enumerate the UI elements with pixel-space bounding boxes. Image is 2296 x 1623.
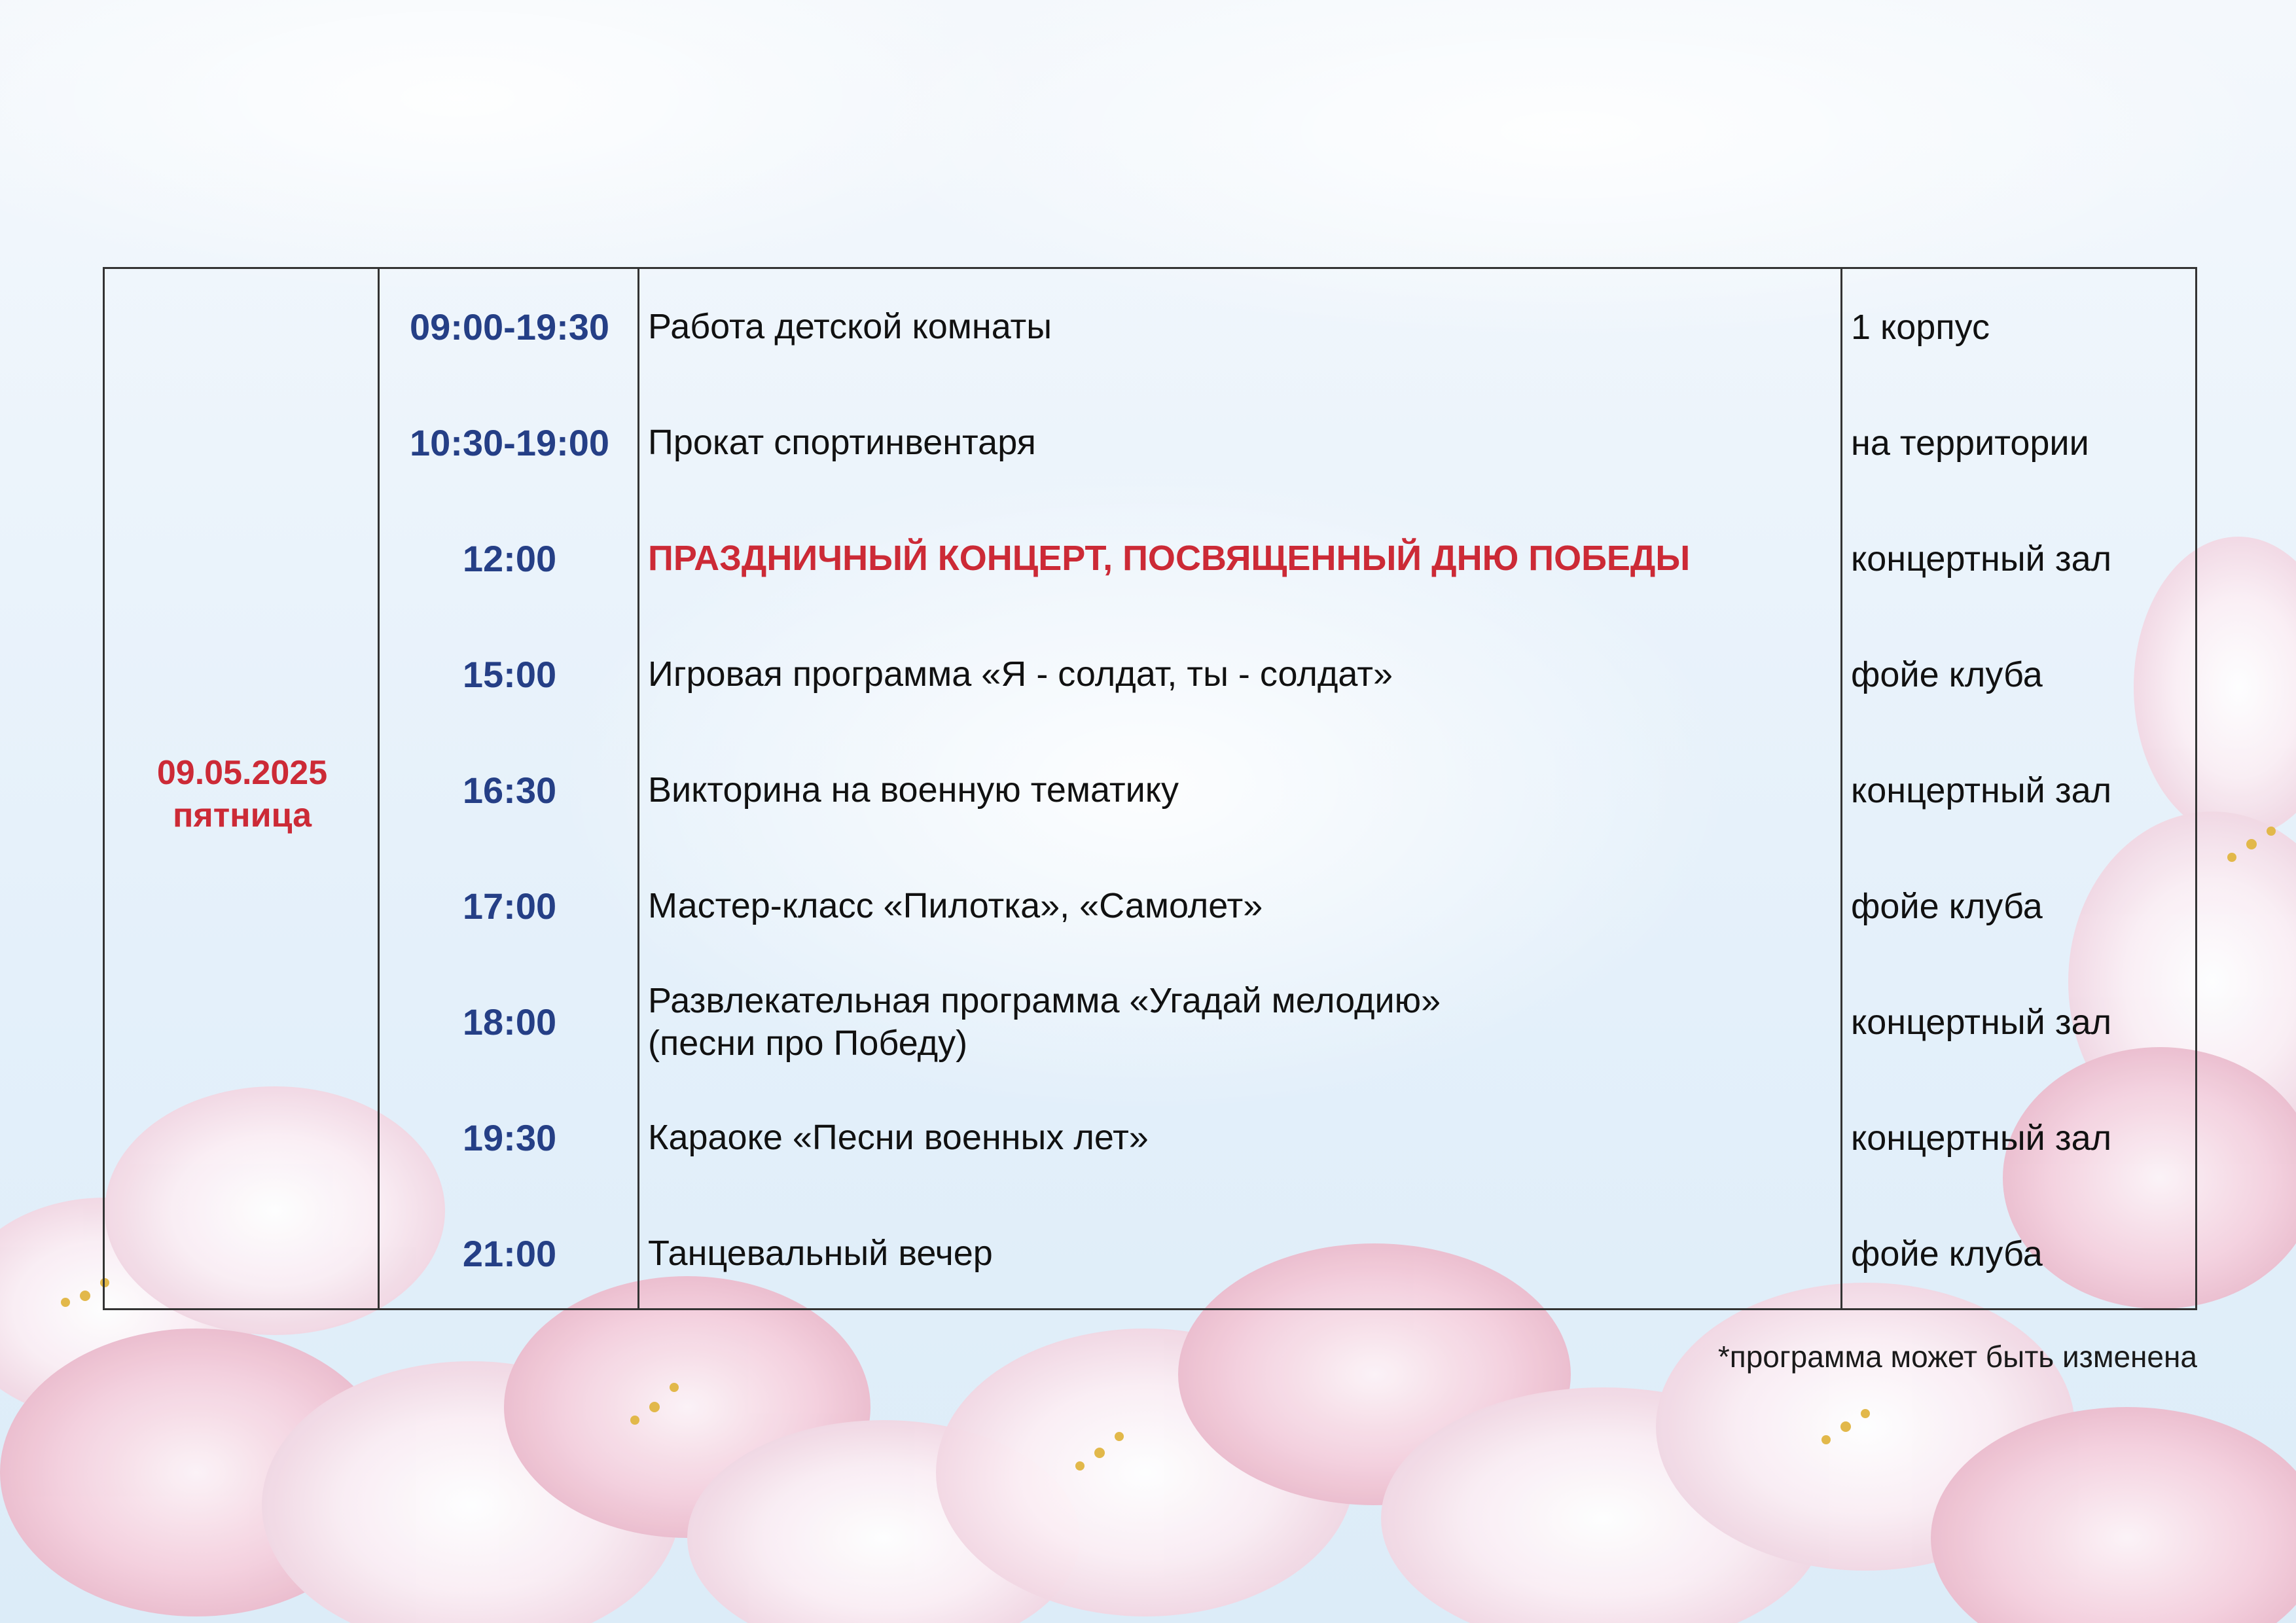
table-row <box>105 269 2195 385</box>
schedule-table <box>103 267 2197 1310</box>
time-cell: 17:00 <box>462 885 557 927</box>
place-cell: концертный зал <box>1851 1002 2112 1042</box>
table-row <box>105 501 2195 616</box>
table-row <box>105 848 2195 964</box>
place-cell: фойе клуба <box>1851 1234 2043 1274</box>
event-cell: Работа детской комнаты <box>648 307 1052 346</box>
event-cell: Караоке «Песни военных лет» <box>648 1118 1149 1157</box>
place-cell: концертный зал <box>1851 770 2112 810</box>
date-label: 09.05.2025 <box>156 754 328 792</box>
table-row <box>105 385 2195 501</box>
time-cell: 15:00 <box>462 654 557 695</box>
table-row <box>105 964 2195 1080</box>
time-cell: 10:30-19:00 <box>409 422 610 463</box>
event-cell <box>648 964 1833 1080</box>
place-cell: фойе клуба <box>1851 654 2043 694</box>
place-cell: на территории <box>1851 423 2089 463</box>
table-row <box>105 732 2195 848</box>
event-cell: Прокат спортинвентаря <box>648 423 1036 462</box>
event-line-2: (песни про Победу) <box>648 1023 968 1063</box>
event-cell: Мастер-класс «Пилотка», «Самолет» <box>648 886 1263 925</box>
place-cell: концертный зал <box>1851 1118 2112 1158</box>
event-line-1: Развлекательная программа «Угадай мелодию» <box>648 980 1441 1020</box>
time-cell: 12:00 <box>462 538 557 579</box>
place-cell: фойе клуба <box>1851 886 2043 926</box>
time-cell: 19:30 <box>462 1117 557 1158</box>
time-cell: 21:00 <box>462 1233 557 1274</box>
event-cell: Игровая программа «Я - солдат, ты - солдат» <box>648 654 1393 694</box>
event-cell: Викторина на военную тематику <box>648 770 1179 810</box>
place-cell: 1 корпус <box>1851 307 1990 347</box>
weekday-label: пятница <box>172 796 312 834</box>
time-cell: 09:00-19:30 <box>409 306 610 348</box>
footnote: *программа может быть изменена <box>1717 1340 2197 1374</box>
event-cell: Танцевальный вечер <box>648 1234 993 1273</box>
table-row <box>105 1080 2195 1196</box>
place-cell: концертный зал <box>1851 539 2112 579</box>
time-cell: 16:30 <box>462 770 557 811</box>
event-cell-highlight: ПРАЗДНИЧНЫЙ КОНЦЕРТ, ПОСВЯЩЕННЫЙ ДНЮ ПОБЕДЫ <box>648 539 1691 578</box>
table-row <box>105 616 2195 732</box>
time-cell: 18:00 <box>462 1001 557 1043</box>
table-row <box>105 1196 2195 1311</box>
